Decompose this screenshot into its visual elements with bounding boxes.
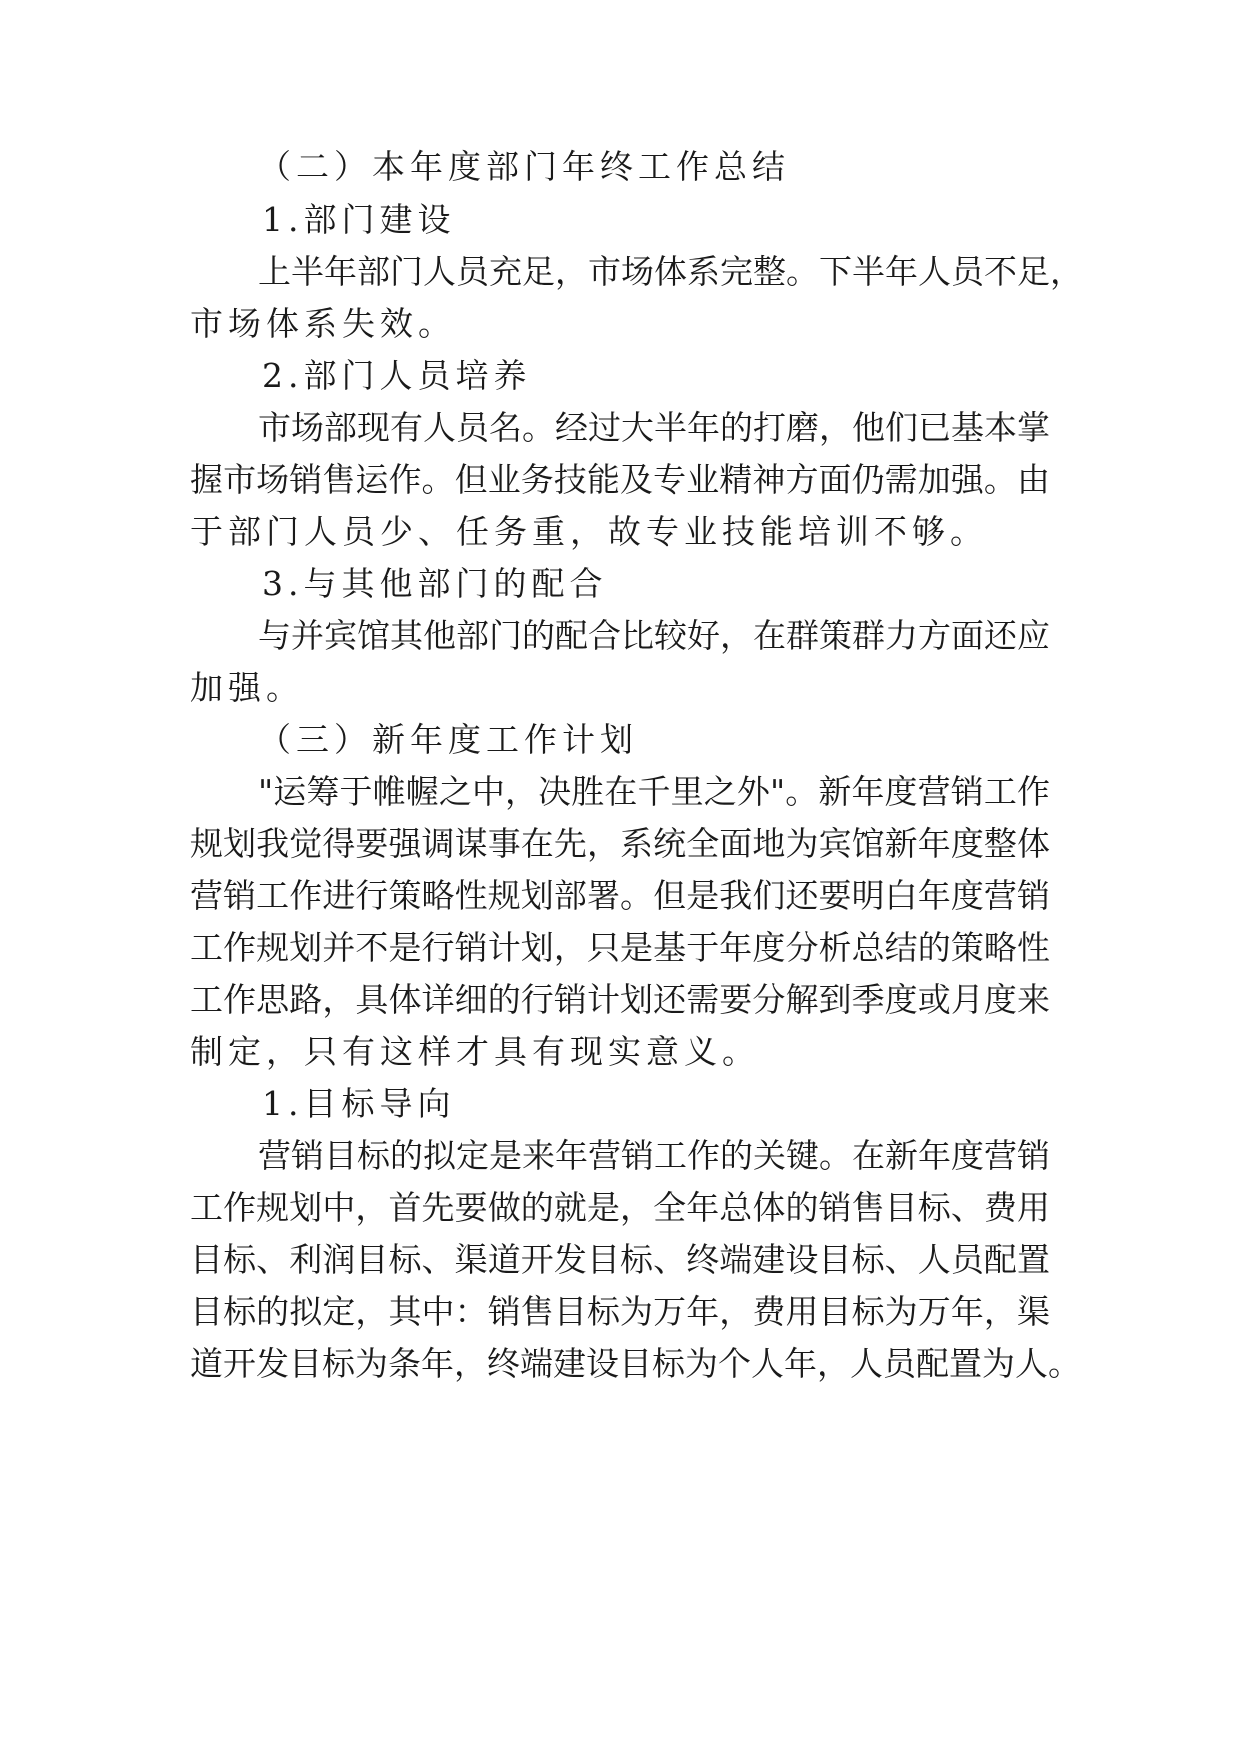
- paragraph-line: 上半年部门人员充足，市场体系完整。下半年人员不足，: [258, 252, 1083, 291]
- subheading-staff-training: 2.部门人员培养: [262, 356, 532, 395]
- subheading-cooperation: 3.与其他部门的配合: [262, 564, 608, 603]
- subheading-goal-orientation: 1.目标导向: [262, 1084, 456, 1123]
- paragraph-line: 目标的拟定，其中：销售目标为万年，费用目标为万年，渠: [190, 1292, 1050, 1331]
- paragraph-line: 营销工作进行策略性规划部署。但是我们还要明白年度营销: [190, 876, 1050, 915]
- paragraph-line: 于部门人员少、任务重，故专业技能培训不够。: [190, 512, 988, 551]
- paragraph-line: 营销目标的拟定是来年营销工作的关键。在新年度营销: [258, 1136, 1050, 1175]
- paragraph-line: 工作规划并不是行销计划，只是基于年度分析总结的策略性: [190, 928, 1050, 967]
- paragraph-line: "运筹于帷幄之中，决胜在千里之外"。新年度营销工作: [258, 772, 1050, 811]
- section-heading-2: （二）本年度部门年终工作总结: [258, 147, 790, 186]
- paragraph-line: 市场部现有人员名。经过大半年的打磨，他们已基本掌: [258, 408, 1050, 447]
- paragraph-line: 工作规划中，首先要做的就是，全年总体的销售目标、费用: [190, 1188, 1050, 1227]
- paragraph-line: 市场体系失效。: [190, 304, 456, 343]
- paragraph-line: 加强。: [190, 668, 304, 707]
- paragraph-line: 道开发目标为条年，终端建设目标为个人年，人员配置为人。: [190, 1344, 1081, 1383]
- paragraph-line: 与并宾馆其他部门的配合比较好，在群策群力方面还应: [258, 616, 1050, 655]
- subheading-department-building: 1.部门建设: [262, 200, 456, 239]
- paragraph-line: 目标、利润目标、渠道开发目标、终端建设目标、人员配置: [190, 1240, 1050, 1279]
- section-heading-3: （三）新年度工作计划: [258, 720, 638, 759]
- paragraph-line: 握市场销售运作。但业务技能及专业精神方面仍需加强。由: [190, 460, 1050, 499]
- paragraph-line: 规划我觉得要强调谋事在先，系统全面地为宾馆新年度整体: [190, 824, 1050, 863]
- paragraph-line: 工作思路，具体详细的行销计划还需要分解到季度或月度来: [190, 980, 1050, 1019]
- paragraph-line: 制定，只有这样才具有现实意义。: [190, 1032, 760, 1071]
